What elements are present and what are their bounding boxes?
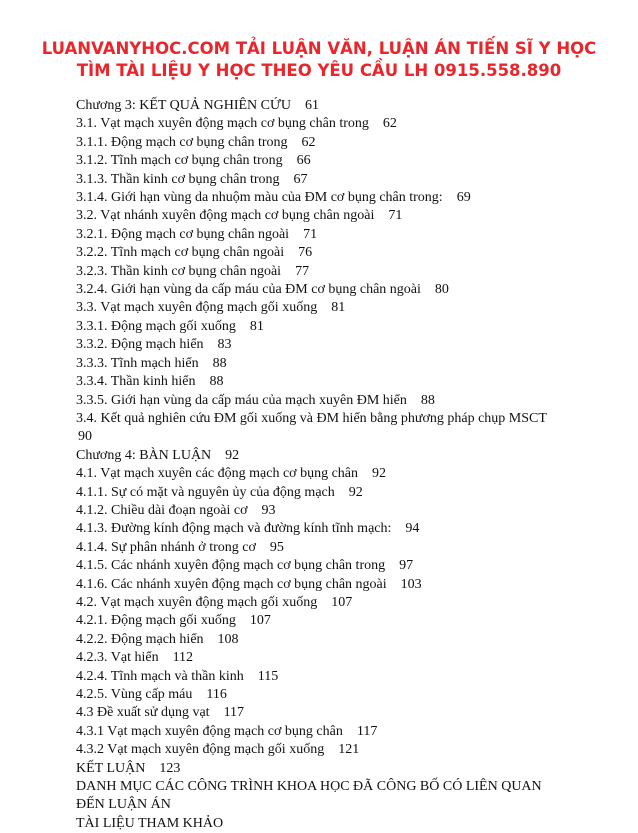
- toc-entry: [76, 134, 556, 152]
- header-line-1: LUANVANYHOC.COM TẢI LUẬN VĂN, LUẬN ÁN TIẾN SĨ Y HỌC: [41, 39, 597, 58]
- toc-entry-page: 81: [331, 300, 346, 316]
- toc-entry: [76, 465, 556, 483]
- toc-entry-title: DANH MỤC CÁC CÔNG TRÌNH KHOA HỌC ĐÃ CÔNG BỐ CÓ LIÊN QUAN ĐẾN LUẬN ÁN: [76, 779, 542, 813]
- toc-entry: [76, 778, 556, 815]
- toc-entry-page: 92: [348, 484, 363, 500]
- toc-entry: [76, 484, 556, 502]
- toc-entry-page: 88: [209, 374, 224, 390]
- toc-entry-title: 3.1.2. Tĩnh mạch cơ bụng chân trong: [76, 153, 283, 169]
- toc-entry: [76, 631, 556, 649]
- toc-entry: [76, 299, 556, 317]
- toc-entry: [76, 226, 556, 244]
- toc-entry: [76, 557, 556, 575]
- toc-entry: [76, 318, 556, 336]
- toc-entry-title: 3.2.3. Thần kinh cơ bụng chân ngoài: [76, 263, 282, 279]
- toc-entry-page: 62: [382, 116, 397, 132]
- toc-entry-title: 4.1. Vạt mạch xuyên các động mạch cơ bụng chân: [76, 466, 358, 482]
- toc-entry-page: 115: [257, 668, 279, 684]
- toc-entry: [76, 539, 556, 557]
- toc-entry-title: 4.3 Đề xuất sử dụng vạt: [76, 705, 210, 721]
- toc-entry: [76, 686, 556, 704]
- toc-entry-title: 4.2.4. Tĩnh mạch và thần kinh: [76, 668, 244, 684]
- toc-entry-page: 76: [298, 245, 313, 261]
- toc-entry-title: KẾT LUẬN: [76, 760, 146, 776]
- toc-entry-title: 4.3.1 Vạt mạch xuyên động mạch cơ bụng chân: [76, 723, 343, 739]
- toc-entry-page: 80: [434, 282, 449, 298]
- toc-entry-title: 4.1.6. Các nhánh xuyên động mạch cơ bụng chân ngoài: [76, 576, 387, 592]
- toc-entry-page: 81: [249, 318, 264, 334]
- toc-entry: [76, 189, 556, 207]
- toc-entry-title: 3.3.5. Giới hạn vùng da cấp máu của mạch xuyên ĐM hiển: [76, 392, 407, 408]
- table-of-contents: [76, 97, 556, 833]
- header-line-2: TÌM TÀI LIỆU Y HỌC THEO YÊU CẦU LH 0915.558.890: [76, 61, 562, 80]
- toc-entry-title: 3.2. Vạt nhánh xuyên động mạch cơ bụng chân ngoài: [76, 208, 375, 224]
- toc-entry-title: 3.1.3. Thần kinh cơ bụng chân trong: [76, 171, 280, 187]
- toc-entry: [76, 704, 556, 722]
- toc-entry-title: 3.1. Vạt mạch xuyên động mạch cơ bụng chân trong: [76, 116, 369, 132]
- toc-entry-title: 4.1.4. Sự phân nhánh ở trong cơ: [76, 539, 256, 555]
- toc-entry: [76, 594, 556, 612]
- toc-entry-title: 3.3. Vạt mạch xuyên động mạch gối xuống: [76, 300, 318, 316]
- toc-entry-title: 4.1.5. Các nhánh xuyên động mạch cơ bụng chân trong: [76, 558, 386, 574]
- toc-entry: [76, 263, 556, 281]
- toc-entry-page: 107: [249, 613, 271, 629]
- toc-entry-page: 93: [261, 502, 276, 518]
- toc-entry-title: 4.2. Vạt mạch xuyên động mạch gối xuống: [76, 594, 318, 610]
- toc-entry-title: Chương 4: BÀN LUẬN: [76, 447, 212, 463]
- toc-entry: [76, 355, 556, 373]
- toc-entry-page: 67: [293, 171, 308, 187]
- toc-entry-page: 92: [372, 466, 386, 482]
- toc-entry: [76, 336, 556, 354]
- toc-entry-title: 3.4. Kết quả nghiên cứu ĐM gối xuống và ĐM hiển bằng phương pháp chụp MSCT: [76, 410, 547, 426]
- toc-entry: [76, 207, 556, 225]
- toc-entry: [76, 760, 556, 778]
- toc-entry-page: 92: [225, 447, 240, 463]
- toc-entry-page: 116: [206, 687, 227, 702]
- toc-entry: [76, 668, 556, 686]
- toc-entry: [76, 723, 556, 741]
- toc-entry-page: 95: [269, 539, 284, 555]
- toc-entry-title: TÀI LIỆU THAM KHẢO: [76, 815, 224, 831]
- toc-entry-title: 4.2.1. Động mạch gối xuống: [76, 613, 236, 629]
- toc-entry-page: 61: [304, 98, 319, 113]
- toc-entry-title: 3.2.4. Giới hạn vùng da cấp máu của ĐM cơ bụng chân ngoài: [76, 282, 421, 298]
- toc-entry-title: 3.1.1. Động mạch cơ bụng chân trong: [76, 134, 288, 150]
- toc-entry: [76, 741, 556, 759]
- toc-entry-title: 4.2.2. Động mạch hiển: [76, 631, 204, 647]
- toc-entry-page: 94: [405, 521, 420, 537]
- toc-entry: [76, 281, 556, 299]
- toc-entry-title: 4.2.5. Vùng cấp máu: [76, 687, 193, 702]
- toc-entry-title: 4.1.3. Đường kính động mạch và đường kính tĩnh mạch:: [76, 521, 392, 537]
- toc-entry: [76, 373, 556, 391]
- toc-entry-title: 4.1.2. Chiều dài đoạn ngoài cơ: [76, 502, 248, 518]
- toc-entry-title: 3.3.2. Động mạch hiển: [76, 337, 204, 353]
- toc-entry-title: 3.3.3. Tĩnh mạch hiển: [76, 355, 199, 371]
- toc-entry-title: 3.1.4. Giới hạn vùng da nhuộm màu của ĐM cơ bụng chân trong:: [76, 190, 443, 206]
- toc-entry-title: 4.3.2 Vạt mạch xuyên động mạch gối xuống: [76, 742, 325, 758]
- toc-entry-page: 112: [172, 650, 194, 666]
- toc-entry-page: 71: [388, 208, 403, 224]
- toc-entry-page: 88: [212, 355, 227, 371]
- toc-entry: [76, 115, 556, 133]
- toc-entry-title: 4.1.1. Sự có mặt và nguyên ủy của động mạch: [76, 484, 335, 500]
- toc-entry-page: 62: [301, 134, 316, 150]
- toc-entry-page: 121: [338, 742, 360, 758]
- toc-entry-page: 97: [399, 558, 414, 574]
- toc-entry-page: 117: [223, 705, 245, 721]
- toc-entry: [76, 520, 556, 538]
- toc-entry: [76, 392, 556, 410]
- toc-entry: [76, 447, 556, 465]
- toc-entry: [76, 649, 556, 667]
- toc-entry-page: 88: [420, 392, 435, 408]
- toc-entry-page: 83: [217, 337, 232, 353]
- toc-entry-page: 69: [456, 190, 471, 206]
- toc-entry-page: 77: [295, 263, 310, 279]
- toc-entry-title: Chương 3: KẾT QUẢ NGHIÊN CỨU: [76, 98, 291, 113]
- toc-entry: [76, 97, 556, 115]
- toc-entry-page: 66: [296, 153, 311, 169]
- toc-entry-title: 3.3.1. Động mạch gối xuống: [76, 318, 236, 334]
- toc-entry-page: 123: [159, 760, 181, 776]
- toc-entry-page: 71: [303, 226, 318, 242]
- toc-entry-page: 90: [78, 429, 92, 445]
- toc-entry-title: 3.3.4. Thần kinh hiển: [76, 374, 196, 390]
- toc-entry: [76, 815, 556, 833]
- toc-entry: [76, 612, 556, 630]
- toc-entry: [76, 410, 556, 447]
- toc-entry: [76, 244, 556, 262]
- toc-entry: [76, 171, 556, 189]
- toc-entry-page: 103: [400, 576, 422, 592]
- toc-entry-page: 117: [356, 723, 378, 739]
- toc-entry-title: 3.2.1. Động mạch cơ bụng chân ngoài: [76, 226, 290, 242]
- toc-entry-page: 107: [331, 594, 353, 610]
- toc-entry: [76, 152, 556, 170]
- page-header: [0, 38, 638, 82]
- toc-entry-title: 3.2.2. Tĩnh mạch cơ bụng chân ngoài: [76, 245, 285, 261]
- toc-entry-title: 4.2.3. Vạt hiển: [76, 650, 159, 666]
- toc-entry-page: 108: [217, 631, 239, 647]
- toc-entry: [76, 576, 556, 594]
- toc-entry: [76, 502, 556, 520]
